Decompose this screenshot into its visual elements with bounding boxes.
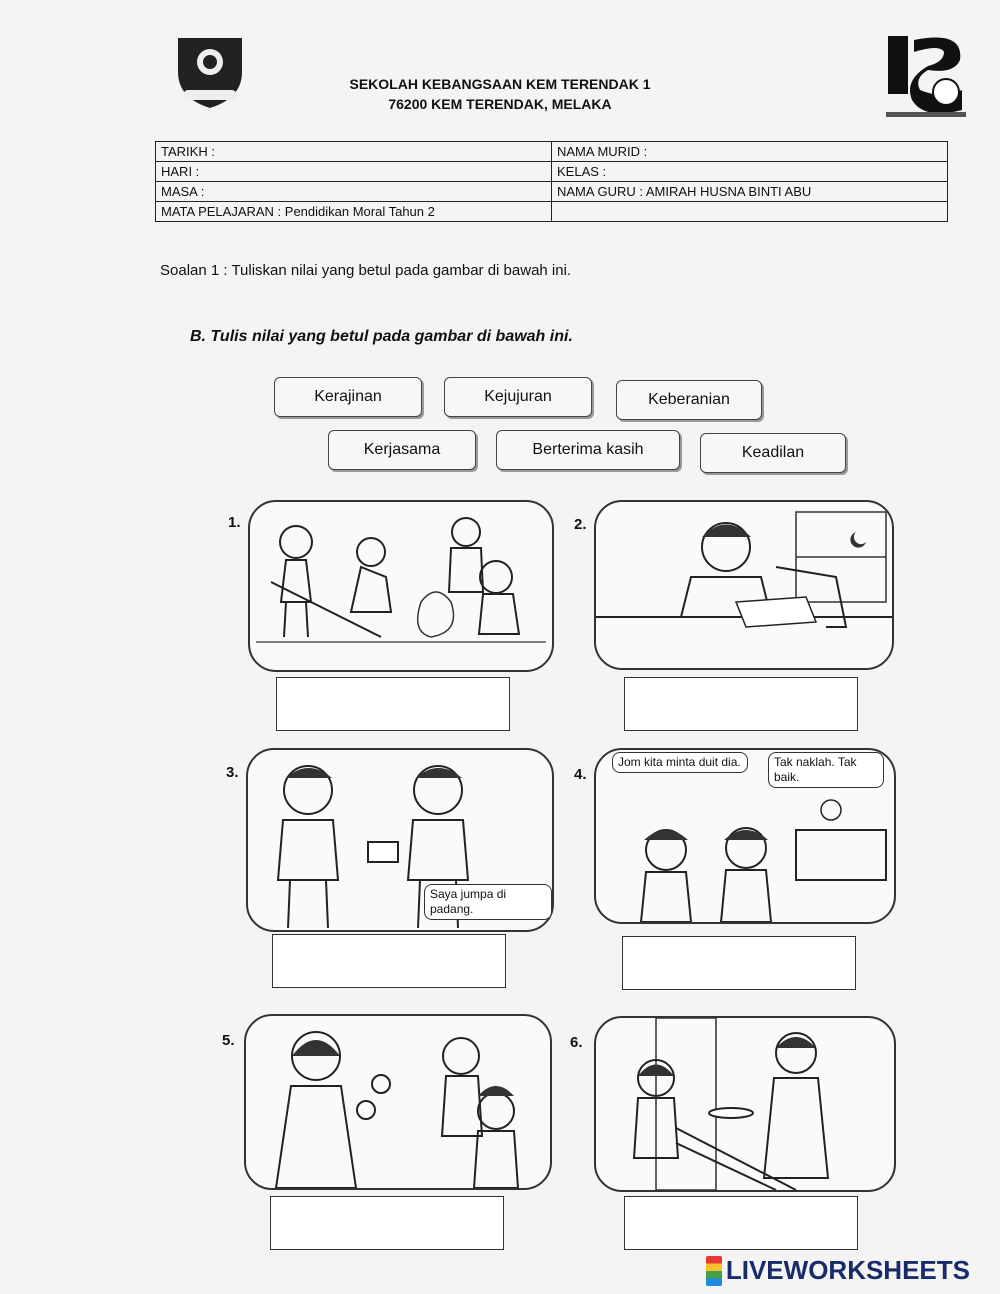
option-box[interactable]: Kerajinan — [274, 377, 422, 417]
time-field[interactable]: MASA : — [156, 182, 552, 202]
subject-field: MATA PELAJARAN : Pendidikan Moral Tahun 2 — [156, 202, 552, 222]
picture-number: 1. — [228, 514, 241, 531]
school-header — [300, 74, 700, 114]
answer-box[interactable] — [624, 677, 858, 731]
gardening-children-icon — [248, 500, 554, 672]
section-b-instruction: B. Tulis nilai yang betul pada gambar di bawah ini. — [190, 328, 573, 345]
question-text: Soalan 1 : Tuliskan nilai yang betul pada gambar di bawah ini. — [160, 262, 572, 279]
option-box[interactable]: Keberanian — [616, 380, 762, 420]
sharing-fruit-icon — [244, 1014, 552, 1190]
table-row — [156, 202, 948, 222]
picture-number: 3. — [226, 764, 239, 781]
option-box[interactable]: Keadilan — [700, 433, 846, 473]
school-name: SEKOLAH KEBANGSAAN KEM TERENDAK 1 — [349, 76, 651, 92]
option-box[interactable]: Kejujuran — [444, 377, 592, 417]
picture-number: 6. — [570, 1034, 583, 1051]
liveworksheets-brand[interactable] — [706, 1255, 970, 1286]
table-row — [156, 162, 948, 182]
anniversary-logo-icon — [884, 30, 968, 122]
picture-number: 5. — [222, 1032, 235, 1049]
option-box[interactable]: Kerjasama — [328, 430, 476, 470]
brand-text: LIVEWORKSHEETS — [725, 1255, 970, 1285]
answer-box[interactable] — [272, 934, 506, 988]
table-row — [156, 142, 948, 162]
speech-bubble: Tak naklah. Tak baik. — [768, 752, 884, 788]
student-info-table — [155, 141, 948, 222]
school-crest-icon — [170, 32, 250, 112]
giving-food-icon — [594, 1016, 896, 1192]
empty-cell — [552, 202, 948, 222]
option-box[interactable]: Berterima kasih — [496, 430, 680, 470]
speech-bubble: Jom kita minta duit dia. — [612, 752, 748, 773]
student-name-field[interactable]: NAMA MURID : — [552, 142, 948, 162]
answer-box[interactable] — [622, 936, 856, 990]
speech-bubble: Saya jumpa di padang. — [424, 884, 552, 920]
school-address: 76200 KEM TERENDAK, MELAKA — [388, 96, 612, 112]
teacher-name-field: NAMA GURU : AMIRAH HUSNA BINTI ABU — [552, 182, 948, 202]
answer-box[interactable] — [276, 677, 510, 731]
girl-studying-icon — [594, 500, 894, 670]
table-row — [156, 182, 948, 202]
day-field[interactable]: HARI : — [156, 162, 552, 182]
liveworksheets-logo-icon — [706, 1256, 722, 1286]
class-field[interactable]: KELAS : — [552, 162, 948, 182]
picture-number: 4. — [574, 766, 587, 783]
answer-box[interactable] — [624, 1196, 858, 1250]
date-field[interactable]: TARIKH : — [156, 142, 552, 162]
picture-number: 2. — [574, 516, 587, 533]
answer-box[interactable] — [270, 1196, 504, 1250]
